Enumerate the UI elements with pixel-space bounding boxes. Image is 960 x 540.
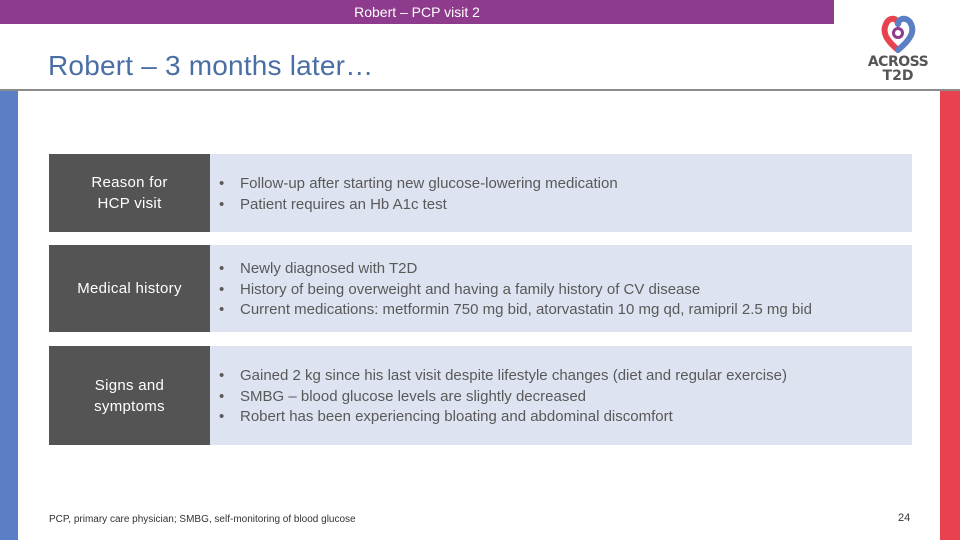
signs-and-symptoms-row bbox=[49, 346, 912, 445]
medical-history-row bbox=[49, 245, 912, 332]
reason-for-visit-row bbox=[49, 154, 912, 232]
list-item: • History of being overweight and having a family history of CV disease bbox=[240, 280, 812, 301]
list-item: • Follow-up after starting new glucose-lowering medication bbox=[240, 174, 618, 195]
row-label bbox=[49, 346, 210, 445]
list-item: • Gained 2 kg since his last visit despite lifestyle changes (diet and regular exercise) bbox=[240, 366, 787, 387]
footnote: PCP, primary care physician; SMBG, self-monitoring of blood glucose bbox=[49, 514, 356, 525]
top-banner bbox=[0, 0, 834, 24]
logo-text-line2: T2D bbox=[882, 68, 914, 84]
bullet-list bbox=[240, 366, 787, 428]
list-item: • SMBG – blood glucose levels are slightly decreased bbox=[240, 387, 787, 408]
title-divider bbox=[0, 89, 960, 91]
heart-ribbon-icon bbox=[864, 12, 932, 54]
list-item: • Newly diagnosed with T2D bbox=[240, 259, 812, 280]
row-body bbox=[210, 154, 912, 232]
row-label-text: Reason for HCP visit bbox=[91, 174, 168, 212]
logo-text-line1: ACROSS bbox=[867, 54, 929, 70]
row-label-text: Signs and symptoms bbox=[94, 376, 165, 415]
row-label-text: Medical history bbox=[77, 280, 182, 297]
banner-text: Robert – PCP visit 2 bbox=[354, 4, 480, 20]
list-item: • Patient requires an Hb A1c test bbox=[240, 195, 618, 216]
row-body bbox=[210, 245, 912, 332]
across-t2d-logo bbox=[864, 12, 932, 86]
list-item: • Current medications: metformin 750 mg bid, atorvastatin 10 mg qd, ramipril 2.5 mg bid bbox=[240, 300, 812, 321]
row-label bbox=[49, 245, 210, 332]
left-accent-bar bbox=[0, 91, 18, 540]
slide-title: Robert – 3 months later… bbox=[48, 50, 374, 81]
bullet-list bbox=[240, 174, 618, 215]
bullet-list bbox=[240, 259, 812, 321]
page-number: 24 bbox=[898, 512, 911, 524]
row-body bbox=[210, 346, 912, 445]
row-label bbox=[49, 154, 210, 232]
list-item: • Robert has been experiencing bloating and abdominal discomfort bbox=[240, 407, 787, 428]
right-accent-bar bbox=[940, 91, 960, 540]
